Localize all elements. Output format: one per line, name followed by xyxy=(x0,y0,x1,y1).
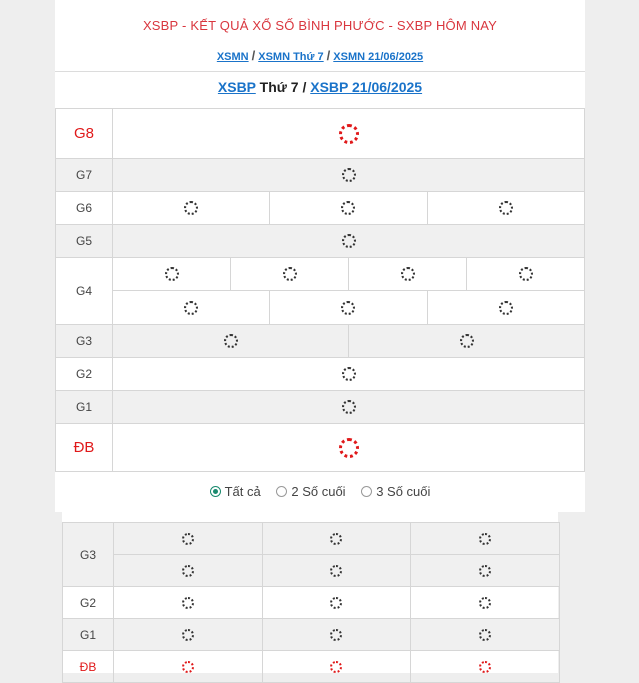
results-subtitle: XSBP Thứ 7 / XSBP 21/06/2025 xyxy=(217,79,423,95)
prize-label-db: ĐB xyxy=(56,424,113,472)
page-title: XSBP - KẾT QUẢ XỔ SỐ BÌNH PHƯỚC - SXBP HÔM NAY xyxy=(142,18,498,33)
prize-value-g8 xyxy=(113,109,585,159)
loading-spinner-icon xyxy=(341,301,355,315)
loading-spinner-icon xyxy=(182,597,194,609)
digit-filter xyxy=(55,484,585,500)
breadcrumb-separator: / xyxy=(326,48,331,63)
results-card-secondary xyxy=(62,512,558,673)
prize-label-g2: G2 xyxy=(63,587,114,619)
xsbp-date-link[interactable]: XSBP 21/06/2025 xyxy=(310,79,423,95)
prize-value-g4 xyxy=(113,258,585,325)
prize-value-g3 xyxy=(113,325,585,358)
loading-spinner-icon xyxy=(479,533,491,545)
loading-spinner-icon xyxy=(519,267,533,281)
results-table-secondary xyxy=(62,522,560,683)
radio-checked-icon[interactable] xyxy=(210,486,221,497)
breadcrumb-separator: / xyxy=(251,48,256,63)
breadcrumb xyxy=(55,48,585,63)
prize-label-g8: G8 xyxy=(56,109,113,159)
radio-unchecked-icon[interactable] xyxy=(361,486,372,497)
loading-spinner-icon xyxy=(339,438,359,458)
prize-label-g6: G6 xyxy=(56,192,113,225)
prize-value-g2 xyxy=(113,358,585,391)
filter-option-2-digits[interactable]: 2 Số cuối xyxy=(276,484,345,499)
results-card xyxy=(55,0,585,512)
loading-spinner-icon xyxy=(165,267,179,281)
prize-label-g3: G3 xyxy=(56,325,113,358)
loading-spinner-icon xyxy=(342,168,356,182)
breadcrumb-xsmn-thu7-link[interactable]: XSMN Thứ 7 xyxy=(258,51,324,63)
loading-spinner-icon xyxy=(342,400,356,414)
filter-option-all[interactable]: Tất cả xyxy=(210,484,261,499)
divider xyxy=(55,71,585,72)
loading-spinner-icon xyxy=(479,629,491,641)
loading-spinner-icon xyxy=(182,565,194,577)
loading-spinner-icon xyxy=(182,629,194,641)
loading-spinner-icon xyxy=(330,661,342,673)
loading-spinner-icon xyxy=(330,565,342,577)
loading-spinner-icon xyxy=(330,533,342,545)
loading-spinner-icon xyxy=(182,533,194,545)
loading-spinner-icon xyxy=(342,234,356,248)
prize-label-g3: G3 xyxy=(63,523,114,587)
loading-spinner-icon xyxy=(342,367,356,381)
loading-spinner-icon xyxy=(341,201,355,215)
prize-value-g5 xyxy=(113,225,585,258)
breadcrumb-xsmn-link[interactable]: XSMN xyxy=(216,51,249,63)
prize-value-g7 xyxy=(113,159,585,192)
loading-spinner-icon xyxy=(460,334,474,348)
day-label: Thứ 7 xyxy=(259,79,299,95)
prize-label-g7: G7 xyxy=(56,159,113,192)
prize-label-g1: G1 xyxy=(63,619,114,651)
breadcrumb-xsmn-date-link[interactable]: XSMN 21/06/2025 xyxy=(333,51,424,63)
prize-value-g1 xyxy=(113,391,585,424)
loading-spinner-icon xyxy=(283,267,297,281)
prize-label-g1: G1 xyxy=(56,391,113,424)
loading-spinner-icon xyxy=(184,301,198,315)
loading-spinner-icon xyxy=(499,201,513,215)
loading-spinner-icon xyxy=(224,334,238,348)
prize-value-g6 xyxy=(113,192,585,225)
loading-spinner-icon xyxy=(184,201,198,215)
prize-label-g5: G5 xyxy=(56,225,113,258)
prize-label-g4: G4 xyxy=(56,258,113,325)
loading-spinner-icon xyxy=(479,565,491,577)
radio-unchecked-icon[interactable] xyxy=(276,486,287,497)
prize-value-db xyxy=(113,424,585,472)
loading-spinner-icon xyxy=(330,629,342,641)
loading-spinner-icon xyxy=(339,124,359,144)
prize-label-g2: G2 xyxy=(56,358,113,391)
loading-spinner-icon xyxy=(182,661,194,673)
prize-label-db: ĐB xyxy=(63,651,114,683)
filter-option-3-digits[interactable]: 3 Số cuối xyxy=(361,484,430,499)
loading-spinner-icon xyxy=(330,597,342,609)
xsbp-link[interactable]: XSBP xyxy=(217,79,256,95)
results-table xyxy=(55,108,585,472)
loading-spinner-icon xyxy=(499,301,513,315)
loading-spinner-icon xyxy=(401,267,415,281)
loading-spinner-icon xyxy=(479,661,491,673)
loading-spinner-icon xyxy=(479,597,491,609)
